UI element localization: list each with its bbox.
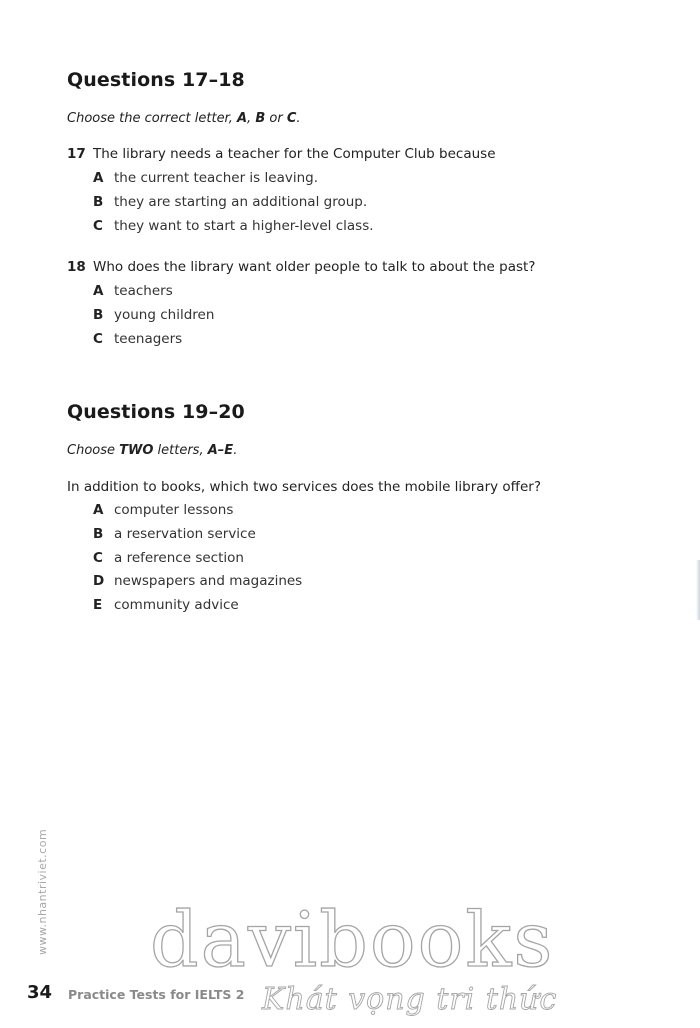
heading-questions-19-20: Questions 19–20 xyxy=(67,401,245,423)
watermark-slogan: Khát vọng tri thức xyxy=(262,982,558,1017)
option-18-b: B young children xyxy=(93,307,215,323)
option-19-d: D newspapers and magazines xyxy=(93,573,303,589)
question-number: 17 xyxy=(67,146,86,162)
question-text: The library needs a teacher for the Computer Club because xyxy=(93,146,496,162)
question-19-20: In addition to books, which two services does the mobile library offer? xyxy=(67,479,541,495)
option-17-c: C they want to start a higher-level class. xyxy=(93,218,374,234)
option-19-c: C a reference section xyxy=(93,550,244,566)
option-18-c: C teenagers xyxy=(93,331,183,347)
question-text: Who does the library want older people to talk to about the past? xyxy=(93,259,536,275)
option-19-a: A computer lessons xyxy=(93,502,234,518)
option-19-e: E community advice xyxy=(93,597,239,613)
option-18-a: A teachers xyxy=(93,283,173,299)
instruction-17-18: Choose the correct letter, A, B or C. xyxy=(67,111,301,126)
book-title: Practice Tests for IELTS 2 xyxy=(68,987,245,1002)
question-18 xyxy=(67,259,535,275)
question-number: 18 xyxy=(67,259,86,275)
option-19-b: B a reservation service xyxy=(93,526,256,542)
option-17-b: B they are starting an additional group. xyxy=(93,194,368,210)
instruction-19-20: Choose TWO letters, A–E. xyxy=(67,443,238,458)
page-edge-shadow xyxy=(696,560,700,620)
option-17-a: A the current teacher is leaving. xyxy=(93,170,318,186)
side-url: www.nhantriviet.com xyxy=(36,828,49,955)
watermark-logo: davibooks xyxy=(150,895,555,984)
page-number: 34 xyxy=(27,982,53,1003)
question-17 xyxy=(67,146,496,162)
heading-questions-17-18: Questions 17–18 xyxy=(67,69,245,91)
